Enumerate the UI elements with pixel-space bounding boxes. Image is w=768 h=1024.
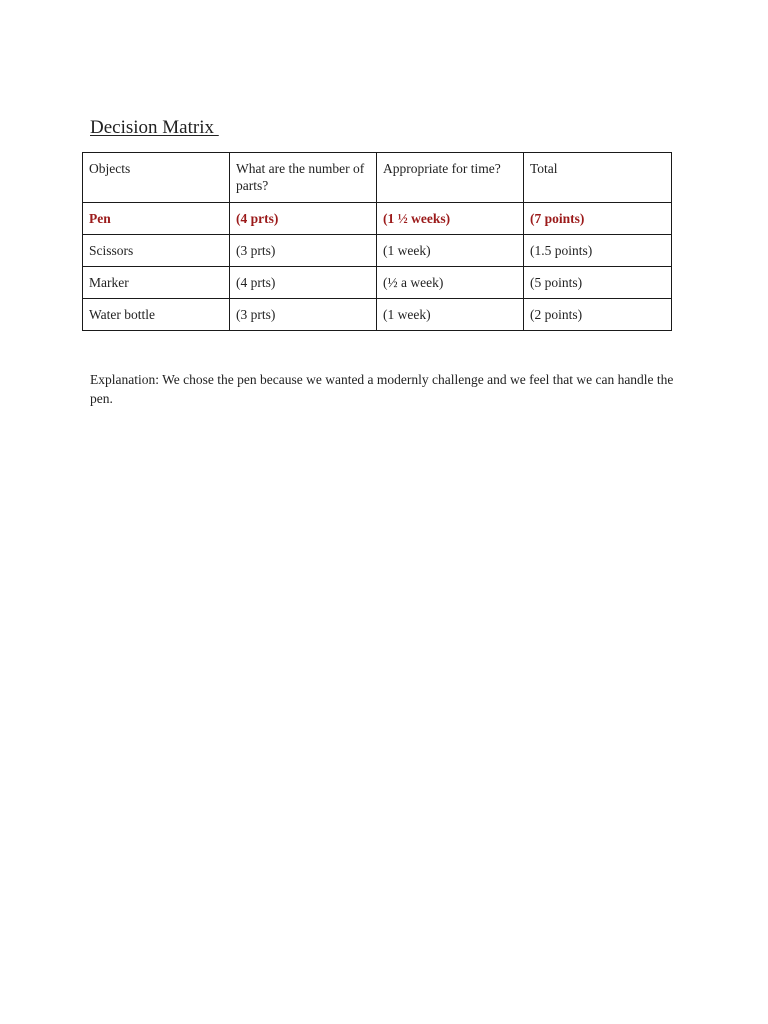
header-cell-objects: Objects (83, 153, 230, 203)
table-cell: (3 prts) (230, 235, 377, 267)
document-title: Decision Matrix (90, 117, 219, 138)
table-cell: (4 prts) (230, 203, 377, 235)
table-cell: (7 points) (524, 203, 672, 235)
header-cell-parts: What are the number of parts? (230, 153, 377, 203)
decision-matrix-table (82, 152, 672, 331)
table-cell: (1 week) (377, 235, 524, 267)
table-row-water-bottle (83, 299, 672, 331)
table-cell: (1 ½ weeks) (377, 203, 524, 235)
header-cell-time: Appropriate for time? (377, 153, 524, 203)
table-cell: (1.5 points) (524, 235, 672, 267)
table-cell: (5 points) (524, 267, 672, 299)
table-cell: Scissors (83, 235, 230, 267)
table-cell: (1 week) (377, 299, 524, 331)
table-cell: Water bottle (83, 299, 230, 331)
table-cell: Marker (83, 267, 230, 299)
header-cell-total: Total (524, 153, 672, 203)
table-cell: Pen (83, 203, 230, 235)
table-row-marker (83, 267, 672, 299)
table-cell: (½ a week) (377, 267, 524, 299)
table-cell: (2 points) (524, 299, 672, 331)
table-header-row (83, 153, 672, 203)
table-row-pen (83, 203, 672, 235)
explanation-paragraph: Explanation: We chose the pen because we wanted a modernly challenge and we feel that we can handle the pen. (90, 372, 674, 406)
table-cell: (3 prts) (230, 299, 377, 331)
table-cell: (4 prts) (230, 267, 377, 299)
table-row-scissors (83, 235, 672, 267)
